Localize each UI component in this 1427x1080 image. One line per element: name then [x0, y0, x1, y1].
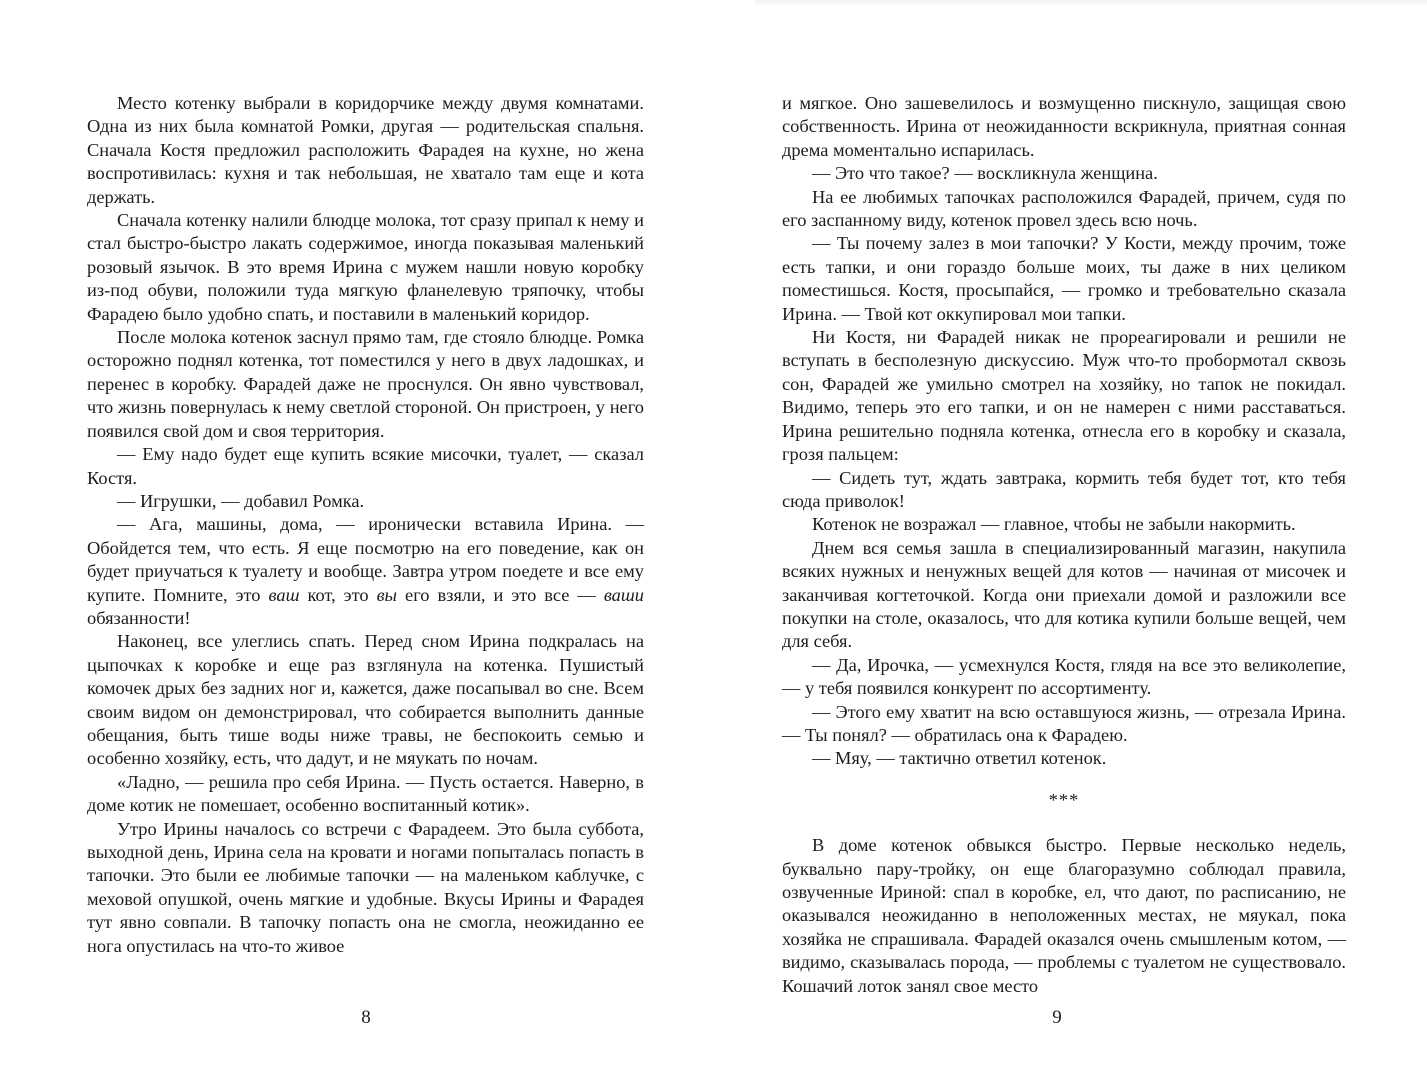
paragraph: «Ладно, — решила про себя Ирина. — Пусть остается. Наверно, в доме котик не помешает, особенно воспитанный котик».: [87, 771, 644, 816]
page-number: 8: [361, 1007, 371, 1028]
right-page: [713, 0, 1427, 1080]
left-page-text: [87, 92, 644, 958]
text-run: — Ага, машины, дома, — иронически вставила Ирина. — Обойдется тем, что есть. Я еще посмотрю на его поведение, как он будет приучаться к туалету и вообще. Завтра утром поедете и все ему купите. Помните, это: [87, 514, 644, 605]
text-run: обязанности!: [87, 607, 191, 628]
paragraph: Место котенку выбрали в коридорчике между двумя комнатами. Одна из них была комнатой Ромки, другая — родительская спальня. Сначала Костя предложил расположить Фарадея на кухне, но жена воспротивилась: кухня и так небольшая, не хватало там еще и кота держать.: [87, 93, 644, 207]
paragraph: — Это что такое? — воскликнула женщина.: [812, 163, 1158, 184]
left-page: [0, 0, 713, 1080]
paragraph: Утро Ирины началось со встречи с Фарадеем. Это была суббота, выходной день, Ирина села на кровати и ногами попыталась попасть в тапочки. Это были ее любимые тапочки — на маленьком каблучке, с меховой опушкой, очень мягкие и удобные. Вкусы Ирины и Фарадея тут явно совпали. В тапочку попасть она не смогла, неожиданно ее нога опустилась на что-то живое: [87, 818, 644, 956]
paragraph: — Ты почему залез в мои тапочки? У Кости, между прочим, тоже есть тапки, и они гораздо больше моих, ты даже в них целиком поместишься. Костя, просыпайся, — громко и требовательно сказала Ирина. — Твой кот оккупировал мои тапки.: [782, 233, 1346, 324]
paragraph: Днем вся семья зашла в специализированный магазин, накупила всяких нужных и ненужных вещей для котов — начиная от мисочек и заканчивая когтеточкой. Когда они приехали домой и разложили все покупки на столе, оказалось, что для котика купили больше вещей, чем для себя.: [782, 537, 1346, 652]
italic-word: вы: [376, 584, 398, 605]
paragraph: — Ему надо будет еще купить всякие мисочки, туалет, — сказал Костя.: [87, 444, 644, 488]
paragraph-continuation: и мягкое. Оно зашевелилось и возмущенно пискнуло, защищая свою собственность. Ирина от неожиданности вскрикнула, приятная сонная дрема моментально испарилась.: [782, 93, 1346, 160]
paragraph: Наконец, все улеглись спать. Перед сном Ирина подкралась на цыпочках к коробке и еще раз взглянула на котенка. Пушистый комочек дрых без задних ног и, кажется, даже посапывал во сне. Всем своим видом он демонстрировал, что собирается выполнить данные обещания, быть тише воды ниже травы, не беспокоить семью и особенно хозяйку, есть, что дадут, и не мяукать по ночам.: [87, 631, 644, 769]
paragraph: — Да, Ирочка, — усмехнулся Костя, глядя на все это великолепие, — у тебя появился конкурент по ассортименту.: [782, 654, 1346, 699]
paragraph-irina-quote: [87, 513, 644, 630]
section-separator: ***: [1048, 789, 1080, 810]
paragraph: — Мяу, — тактично ответил котенок.: [812, 748, 1107, 769]
paragraph: После молока котенок заснул прямо там, где стояло блюдце. Ромка осторожно поднял котенка, тот поместился у него в двух ладошках, и перенес в коробку. Фарадей даже не проснулся. Он явно чувствовал, что жизнь повернулась к нему светлой стороной. Он пристроен, у него появился свой дом и своя территория.: [87, 327, 644, 441]
italic-word: ваш: [268, 584, 300, 605]
paragraph: В доме котенок обвыкся быстро. Первые несколько недель, буквально пару-тройку, он еще благоразумно соблюдал правила, озвученные Ириной: спал в коробке, ел, что дают, по расписанию, не оказывался неожиданно в неположенных местах, не мяукал, пока хозяйка не спрашивала. Фарадей оказался очень смышленым котом, — видимо, сказывалась порода, — проблемы с туалетом не существовало. Кошачий лоток занял свое место: [782, 835, 1346, 996]
paragraph: — Этого ему хватит на всю оставшуюся жизнь, — отрезала Ирина. — Ты понял? — обратилась она к Фарадею.: [782, 701, 1346, 745]
text-run: его взяли, и это все —: [397, 584, 604, 605]
paragraph: — Сидеть тут, ждать завтрака, кормить тебя будет тот, кто тебя сюда приволок!: [782, 467, 1346, 511]
paragraph: — Игрушки, — добавил Ромка.: [117, 490, 365, 511]
paragraph: На ее любимых тапочках расположился Фарадей, причем, судя по его заспанному виду, котенок провел здесь всю ночь.: [782, 186, 1346, 231]
paragraph: Котенок не возражал — главное, чтобы не забыли накормить.: [812, 514, 1296, 535]
paragraph: Сначала котенку налили блюдце молока, тот сразу припал к нему и стал быстро-быстро лакать содержимое, иногда показывая маленький розовый язычок. В это время Ирина с мужем нашли новую коробку из-под обуви, положили туда мягкую фланелевую тряпочку, чтобы Фарадею было удобно спать, и поставили в маленький коридор.: [87, 210, 644, 324]
paragraph: Ни Костя, ни Фарадей никак не прореагировали и решили не вступать в бесполезную дискуссию. Муж что-то пробормотал сквозь сон, Фарадей же умильно смотрел на хозяйку, но тапок не покидал. Видимо, теперь это его тапки, и он не намерен с ними расставаться. Ирина решительно подняла котенка, отнесла его в коробку и сказала, грозя пальцем:: [782, 327, 1346, 465]
text-run: кот, это: [299, 584, 377, 605]
italic-word: ваши: [603, 584, 644, 605]
right-page-text: [782, 92, 1346, 998]
page-number: 9: [1052, 1007, 1062, 1028]
